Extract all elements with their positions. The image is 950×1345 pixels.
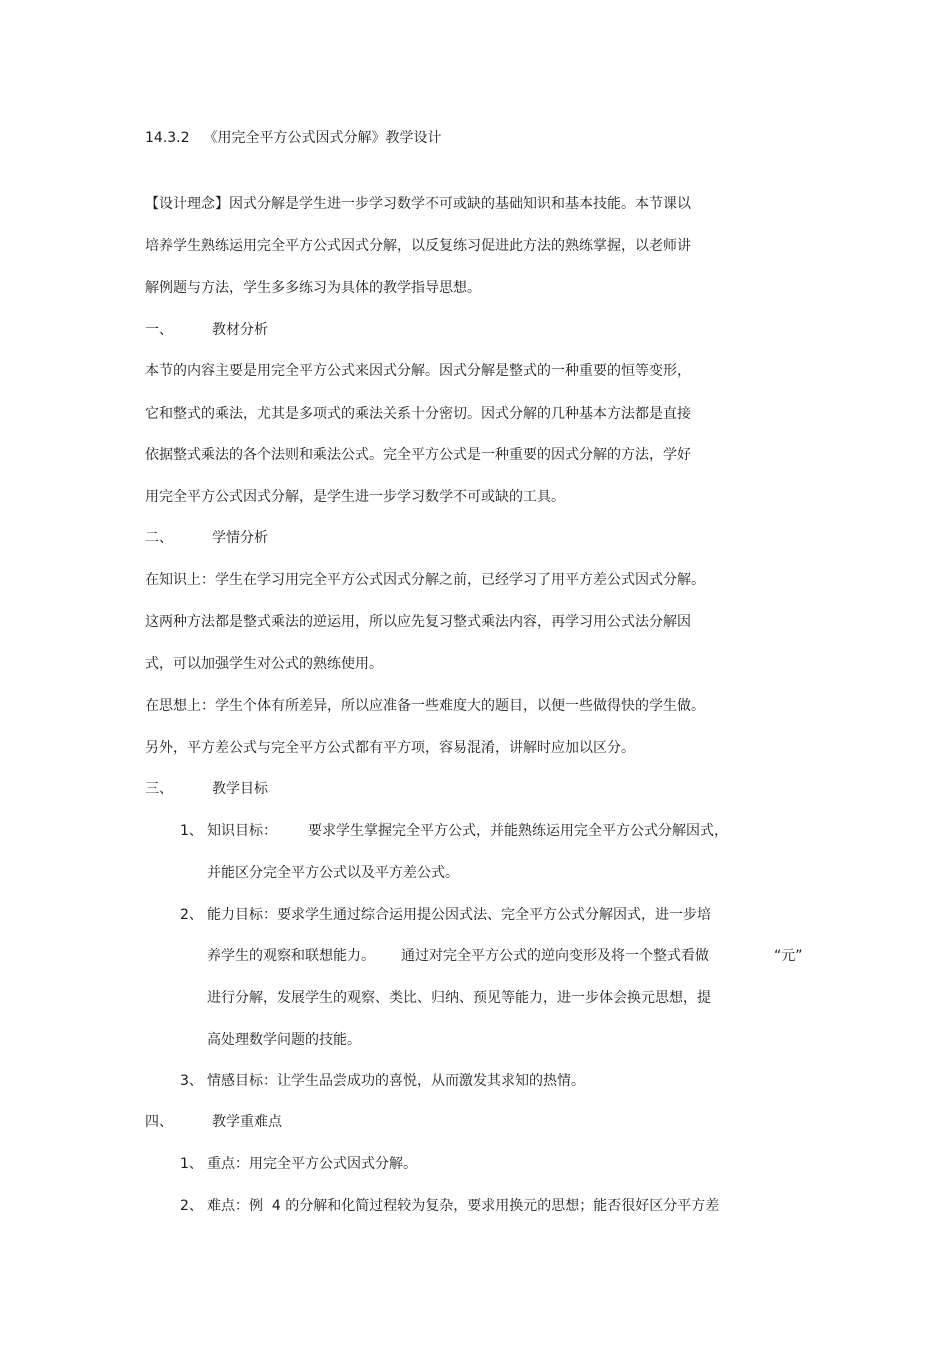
goal-item-text: 通过对完全平方公式的逆向变形及将一个整式看做 [401, 948, 709, 964]
goal-item-text: 要求学生掌握完全平方公式，并能熟练运用完全平方公式分解因式， [308, 823, 728, 839]
goal-item-text: 情感目标：让学生品尝成功的喜悦，从而激发其求知的热情。 [207, 1073, 585, 1089]
goal-item-text: 能力目标：要求学生通过综合运用提公因式法、完全平方公式分解因式，进一步培 [207, 907, 711, 923]
keypoint-text: 难点：例 4 的分解和化简过程较为复杂，要求用换元的思想；能否很好区分平方差 [207, 1198, 720, 1214]
section3-heading: 教学目标 [212, 781, 268, 797]
keypoint-number: 1、 [180, 1156, 203, 1172]
section1-line: 本节的内容主要是用完全平方公式来因式分解。因式分解是整式的一种重要的恒等变形， [145, 363, 691, 379]
concept-line: 解例题与方法，学生多多练习为具体的教学指导思想。 [145, 280, 481, 296]
section2-line: 式，可以加强学生对公式的熟练使用。 [145, 656, 383, 672]
section2-heading: 学情分析 [212, 530, 268, 546]
doc-title [145, 128, 442, 148]
goal-item-label: 知识目标： [207, 823, 277, 839]
goal-item-text: “元” [774, 948, 803, 964]
section2-line: 另外，平方差公式与完全平方公式都有平方项，容易混淆，讲解时应加以区分。 [145, 740, 635, 756]
section1-line: 用完全平方公式因式分解，是学生进一步学习数学不可或缺的工具。 [145, 489, 565, 505]
section3-number: 三、 [145, 781, 173, 797]
section1-line: 依据整式乘法的各个法则和乘法公式。完全平方公式是一种重要的因式分解的方法，学好 [145, 447, 691, 463]
concept-line: 培养学生熟练运用完全平方公式因式分解，以反复练习促进此方法的熟练掌握，以老师讲 [145, 238, 691, 254]
section2-number: 二、 [145, 530, 173, 546]
section4-number: 四、 [145, 1114, 173, 1130]
goal-item-text: 并能区分完全平方公式以及平方差公式。 [207, 865, 459, 881]
title-number: 14.3.2 [145, 130, 190, 146]
concept-line: 【设计理念】因式分解是学生进一步学习数学不可或缺的基础知识和基本技能。本节课以 [145, 196, 691, 212]
section2-line: 这两种方法都是整式乘法的逆运用，所以应先复习整式乘法内容，再学习用公式法分解因 [145, 614, 691, 630]
section2-line: 在知识上：学生在学习用完全平方公式因式分解之前，已经学习了用平方差公式因式分解。 [145, 572, 705, 588]
goal-item-number: 2、 [180, 907, 203, 923]
goal-item-number: 3、 [180, 1073, 203, 1089]
goal-item-text: 养学生的观察和联想能力。 [207, 948, 375, 964]
section1-line: 它和整式的乘法，尤其是多项式的乘法关系十分密切。因式分解的几种基本方法都是直接 [145, 406, 691, 422]
title-text: 《用完全平方公式因式分解》教学设计 [203, 130, 442, 146]
goal-item-text: 高处理数学问题的技能。 [207, 1032, 361, 1048]
section4-heading: 教学重难点 [212, 1114, 282, 1130]
section1-number: 一、 [145, 322, 173, 338]
section1-heading: 教材分析 [212, 322, 268, 338]
goal-item-text: 进行分解，发展学生的观察、类比、归纳、预见等能力，进一步体会换元思想，提 [207, 990, 711, 1006]
keypoint-text: 重点：用完全平方公式因式分解。 [207, 1156, 417, 1172]
keypoint-number: 2、 [180, 1198, 203, 1214]
section2-line: 在思想上：学生个体有所差异，所以应准备一些难度大的题目，以便一些做得快的学生做。 [145, 698, 705, 714]
goal-item-number: 1、 [180, 823, 203, 839]
